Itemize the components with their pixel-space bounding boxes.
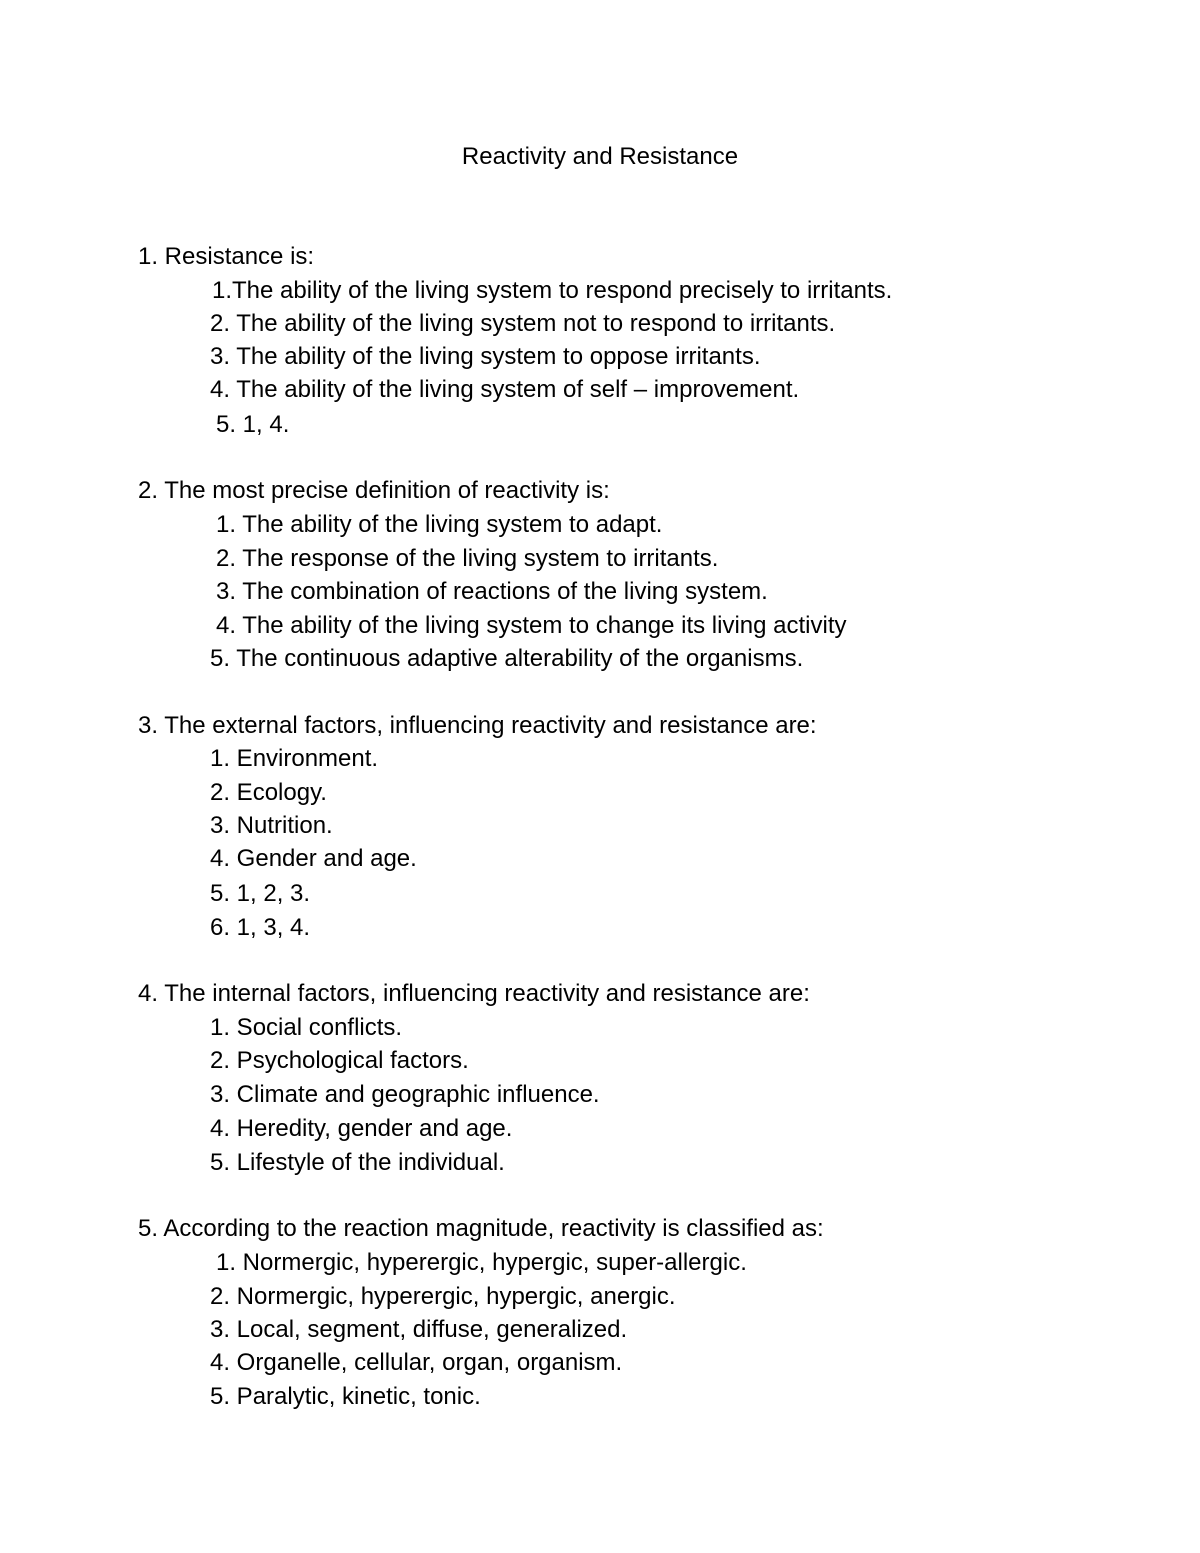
question-2-option-5: 5. The continuous adaptive alterability of the organisms. — [210, 645, 804, 672]
question-3-option-5: 5. 1, 2, 3. — [210, 880, 311, 907]
question-5-option-3: 3. Local, segment, diffuse, generalized. — [210, 1316, 628, 1343]
document-title: Reactivity and Resistance — [461, 143, 739, 170]
question-5-stem: 5. According to the reaction magnitude, reactivity is classified as: — [138, 1215, 824, 1242]
question-3-option-2: 2. Ecology. — [210, 779, 327, 806]
question-1-option-1: 1.The ability of the living system to respond precisely to irritants. — [212, 277, 893, 304]
question-1-option-3: 3. The ability of the living system to oppose irritants. — [210, 343, 761, 370]
question-5-option-2: 2. Normergic, hyperergic, hypergic, anergic. — [210, 1283, 676, 1310]
question-1-option-2: 2. The ability of the living system not to respond to irritants. — [210, 310, 836, 337]
question-5-option-4: 4. Organelle, cellular, organ, organism. — [210, 1349, 623, 1376]
question-2-option-3: 3. The combination of reactions of the living system. — [216, 578, 768, 605]
question-3-option-1: 1. Environment. — [210, 745, 379, 772]
question-2-option-4: 4. The ability of the living system to change its living activity — [216, 612, 847, 639]
question-4-option-2: 2. Psychological factors. — [210, 1047, 469, 1074]
question-1-option-5: 5. 1, 4. — [216, 411, 290, 438]
question-3-option-3: 3. Nutrition. — [210, 812, 333, 839]
question-3-stem: 3. The external factors, influencing reactivity and resistance are: — [138, 712, 817, 739]
question-1-option-4: 4. The ability of the living system of self – improvement. — [210, 376, 800, 403]
question-4-option-5: 5. Lifestyle of the individual. — [210, 1149, 505, 1176]
question-2-option-2: 2. The response of the living system to irritants. — [216, 545, 719, 572]
question-2-stem: 2. The most precise definition of reactivity is: — [138, 477, 610, 504]
question-4-option-1: 1. Social conflicts. — [210, 1014, 403, 1041]
question-2-option-1: 1. The ability of the living system to adapt. — [216, 511, 663, 538]
question-4-option-3: 3. Climate and geographic influence. — [210, 1081, 600, 1108]
question-1-stem: 1. Resistance is: — [138, 243, 315, 270]
question-4-stem: 4. The internal factors, influencing reactivity and resistance are: — [138, 980, 810, 1007]
question-5-option-5: 5. Paralytic, kinetic, tonic. — [210, 1383, 481, 1410]
question-3-option-4: 4. Gender and age. — [210, 845, 417, 872]
question-5-option-1: 1. Normergic, hyperergic, hypergic, super-allergic. — [216, 1249, 747, 1276]
question-4-option-4: 4. Heredity, gender and age. — [210, 1115, 513, 1142]
question-3-option-6: 6. 1, 3, 4. — [210, 914, 311, 941]
